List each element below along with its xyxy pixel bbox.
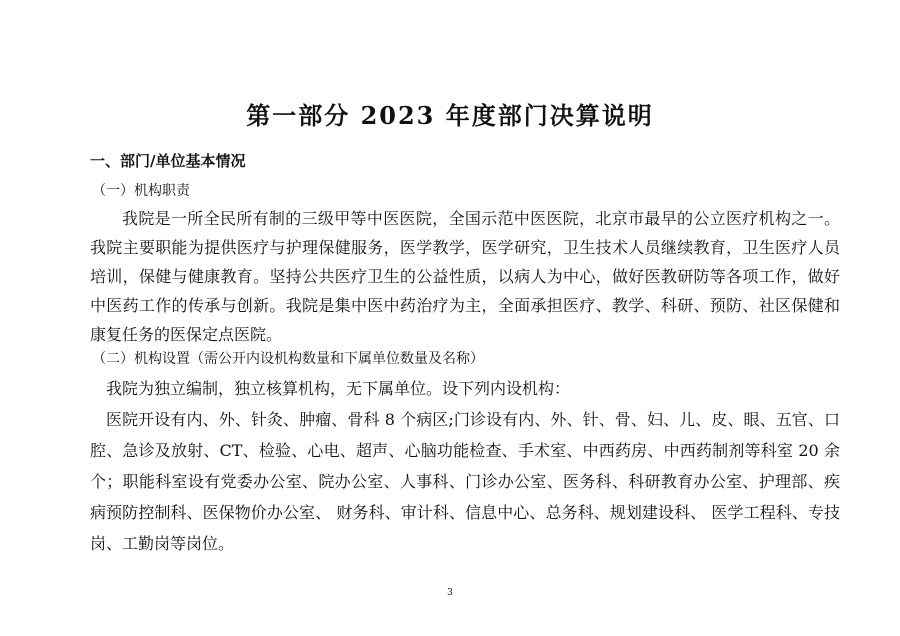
- subsection-heading-structure: （二）机构设置（需公开内设机构数量和下属单位数量及名称）: [92, 351, 484, 367]
- page-title: 第一部分 2023 年度部门决算说明: [246, 101, 654, 130]
- page-number: 3: [447, 588, 453, 598]
- subsection-heading-duties: （一）机构职责: [92, 183, 190, 199]
- section-heading: 一、部门/单位基本情况: [90, 152, 246, 170]
- paragraph-structure-intro: 我院为独立编制，独立核算机构，无下属单位。设下列内设机构：: [106, 379, 571, 398]
- paragraph-duties: 我院是一所全民所有制的三级甲等中医医院，全国示范中医医院，北京市最早的公立医疗机构之一。我院主要职能为提供医疗与护理保健服务，医学教学，医学研究，卫生技术人员继续教育，卫生医疗人员培训，保健与健康教育。坚持公共医疗卫生的公益性质，以病人为中心，做好医教研防等各项工作，做好中医药工作的传承与创新。我院是集中医中药治疗为主，全面承担医疗、教学、科研、预防、社区保健和康复任务的医保定点医院。: [90, 209, 840, 344]
- paragraph-structure-departments: 医院开设有内、外、针灸、肿瘤、骨科 8 个病区;门诊设有内、外、针、骨、妇、儿、皮、眼、五官、口腔、急诊及放射、CT、检验、心电、超声、心脑功能检查、手术室、中西药房、中西药制剂等科室 20 余个；职能科室设有党委办公室、院办公室、人事科、门诊办公室、医务科、科研教育办公室、护理部、疾病预防控制科、医保物价办公室、 财务科、审计科、信息中心、总务科、规划建设科、 医学工程科、专技岗、工勤岗等岗位。: [90, 410, 840, 553]
